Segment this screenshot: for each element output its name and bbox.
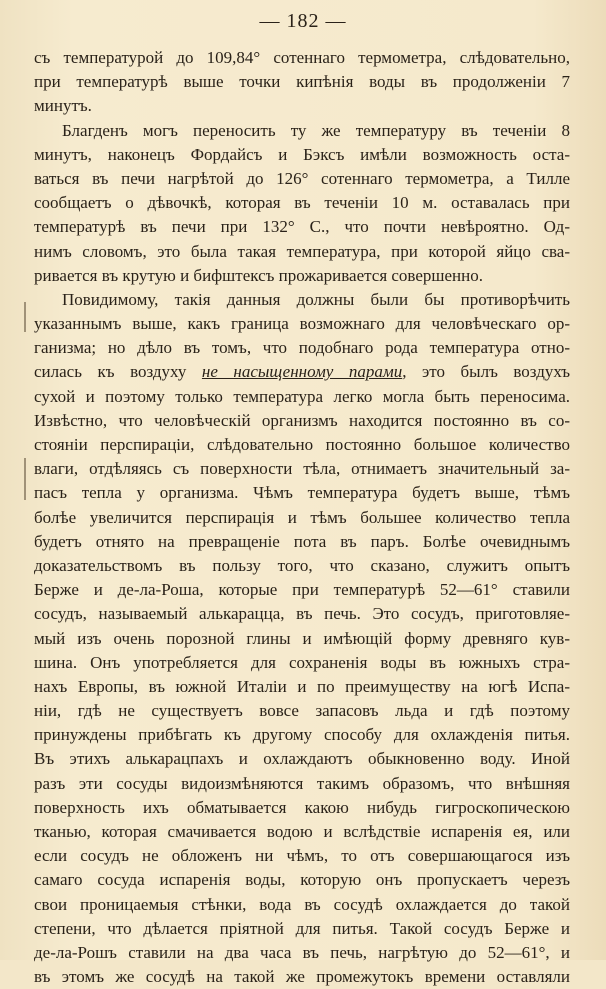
text-line: сосудъ, называемый алькарацца, въ печь. Это сосудъ, приготовляе- — [34, 604, 570, 624]
text-line: поверхность ихъ обматывается какою нибудь гигроскопическою — [34, 797, 570, 817]
text-line: пасъ тепла у организма. Чѣмъ температура будетъ выше, тѣмъ — [34, 483, 570, 503]
text-line: если сосудъ не обложенъ ни чѣмъ, то отъ совершающагося изъ — [34, 846, 570, 866]
text-line: будетъ отнято на превращеніе пота въ паръ. Болѣе очевиднымъ — [34, 531, 570, 551]
text-line: температурѣ въ печи при 132° С., что почти невѣроятно. Од- — [34, 217, 570, 237]
text-line: Извѣстно, что человѣческій организмъ находится постоянно въ со- — [34, 410, 570, 430]
text-line: Въ этихъ алькарацпахъ и охлаждаютъ обыкновенно воду. Иной — [34, 749, 570, 769]
text-line: ривается въ крутую и бифштексъ прожаривается совершенно. — [34, 265, 483, 285]
body-text — [34, 46, 570, 989]
text-line: сообщаетъ о дѣвочкѣ, которая въ теченіи 10 м. оставалась при — [34, 193, 570, 213]
page-number: — 182 — — [259, 10, 347, 32]
text-line: Повидимому, такія данныя должны были бы противорѣчить — [62, 289, 570, 309]
text-line: сухой и поэтому только температура легко могла быть переносима. — [34, 386, 570, 406]
text-line: шина. Онъ употребляется для сохраненія воды въ южныхъ стра- — [34, 652, 570, 672]
text-line: Берже и де-ла-Роша, которые при температурѣ 52—61° ставили — [34, 580, 570, 600]
text-line: минутъ, наконецъ Фордайсъ и Бэксъ имѣли возможность оста- — [34, 144, 570, 164]
text-line: минутъ. — [34, 96, 92, 116]
text-line: указаннымъ выше, какъ граница возможнаго для человѣческаго ор- — [34, 314, 570, 334]
text-line: въ этомъ же сосудѣ на такой же промежутокъ времени оставляли — [34, 967, 570, 987]
emphasis-phrase: не насыщенному парами — [201, 362, 403, 382]
text-line: стояніи перспираціи, слѣдовательно постоянно большое количество — [34, 435, 570, 454]
margin-mark — [24, 458, 26, 500]
text-line: ваться въ печи нагрѣтой до 126° сотеннаго термометра, а Тилле — [34, 168, 570, 188]
text-line: влаги, отдѣляясь съ поверхности тѣла, отнимаетъ значительный за- — [34, 459, 570, 479]
text-line: Благденъ могъ переносить ту же температуру въ теченіи 8 — [62, 120, 570, 140]
text-line: де-ла-Рошъ ставили на два часа въ печь, нагрѣтую до 52—61°, и — [34, 942, 570, 962]
text-line: разъ эти сосуды видоизмѣняются такимъ образомъ, что внѣшняя — [34, 773, 570, 793]
text-line: свои проницаемыя стѣнки, вода въ сосудѣ охлаждается до такой — [34, 894, 570, 914]
text-line: ніи, гдѣ не существуетъ вовсе запасовъ льда и гдѣ поэтому — [34, 701, 570, 721]
text-line: самаго сосуда испаренія воды, которую онъ пропускаетъ черезъ — [34, 870, 570, 890]
text-line: степени, что дѣлается пріятной для питья. Такой сосудъ Берже и — [34, 918, 570, 938]
text-line: мый изъ очень порозной глины и имѣющій форму древняго кув- — [34, 628, 570, 648]
text-line: принуждены прибѣгать къ другому способу для охлажденія питья. — [34, 725, 570, 745]
text-line: доказательствомъ въ пользу того, что сказано, служитъ опытъ — [34, 555, 570, 575]
margin-mark — [24, 302, 26, 332]
text-line: при температурѣ выше точки кипѣнія воды въ продолженіи 7 — [34, 72, 570, 92]
text-line: нахъ Европы, въ южной Италіи и по преимуществу на югѣ Испа- — [34, 676, 570, 696]
text-line-emphasis: силась къ воздуху не насыщенному парами, это былъ воздухъ — [34, 362, 570, 382]
text-line: ганизма; но дѣло въ томъ, что подобнаго рода температура отно- — [34, 338, 570, 358]
text-line: съ температурой до 109,84° сотеннаго термометра, слѣдовательно, — [34, 48, 570, 67]
text-line: тканью, которая смачивается водою и вслѣдствіе испаренія ея, или — [34, 822, 570, 841]
text-line: болѣе увеличится перспирація и тѣмъ большее количество тепла — [34, 507, 570, 527]
text-line: нимъ словомъ, это была такая температура, при которой яйцо сва- — [34, 241, 570, 261]
